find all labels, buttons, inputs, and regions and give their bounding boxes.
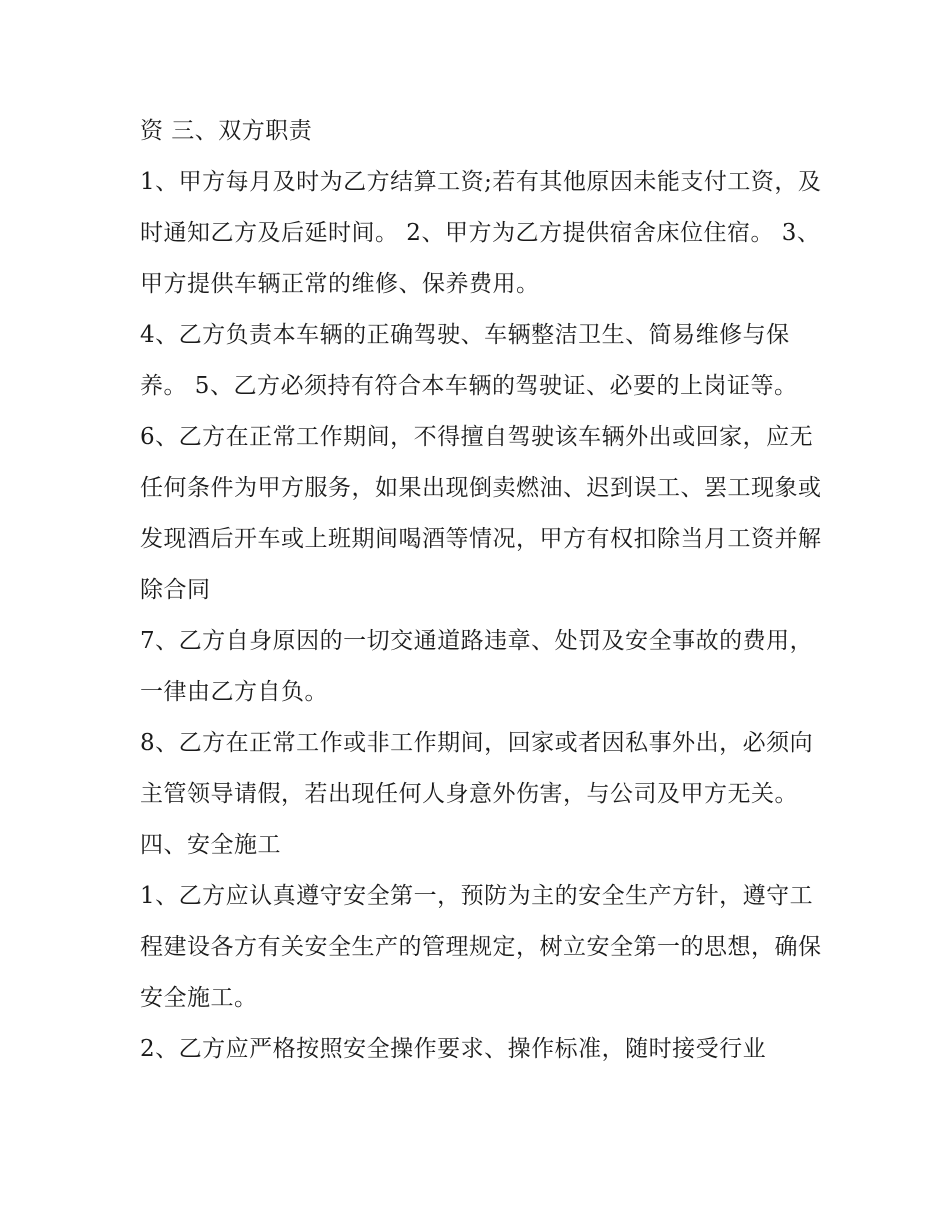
paragraph-item: 7、乙方自身原因的一切交通道路违章、处罚及安全事故的费用，一律由乙方自负。 xyxy=(140,628,814,705)
paragraph-item: 1、甲方每月及时为乙方结算工资;若有其他原因未能支付工资，及时通知乙方及后延时间。 2、甲方为乙方提供宿舍床位住宿。 3、甲方提供车辆正常的维修、保养费用。 xyxy=(140,169,822,297)
paragraph-item: 6、乙方在正常工作期间，不得擅自驾驶该车辆外出或回家，应无任何条件为甲方服务，如果出现倒卖燃油、迟到误工、罢工现象或发现酒后开车或上班期间喝酒等情况，甲方有权扣除当月工资并解除合同 xyxy=(140,424,822,603)
paragraph-item: 1、乙方应认真遵守安全第一，预防为主的安全生产方针，遵守工程建设各方有关安全生产的管理规定，树立安全第一的思想，确保安全施工。 xyxy=(140,883,822,1011)
paragraph-item: 2、乙方应严格按照安全操作要求、操作标准，随时接受行业 xyxy=(140,1036,767,1062)
paragraph-item: 8、乙方在正常工作或非工作期间，回家或者因私事外出，必须向主管领导请假，若出现任何人身意外伤害，与公司及甲方无关。 四、安全施工 xyxy=(140,730,814,858)
paragraph-item: 4、乙方负责本车辆的正确驾驶、车辆整洁卫生、简易维修与保养。 5、乙方必须持有符合本车辆的驾驶证、必要的上岗证等。 xyxy=(140,322,798,399)
contract-text xyxy=(140,106,830,1075)
section-heading-duties: 资 三、双方职责 xyxy=(140,118,313,144)
